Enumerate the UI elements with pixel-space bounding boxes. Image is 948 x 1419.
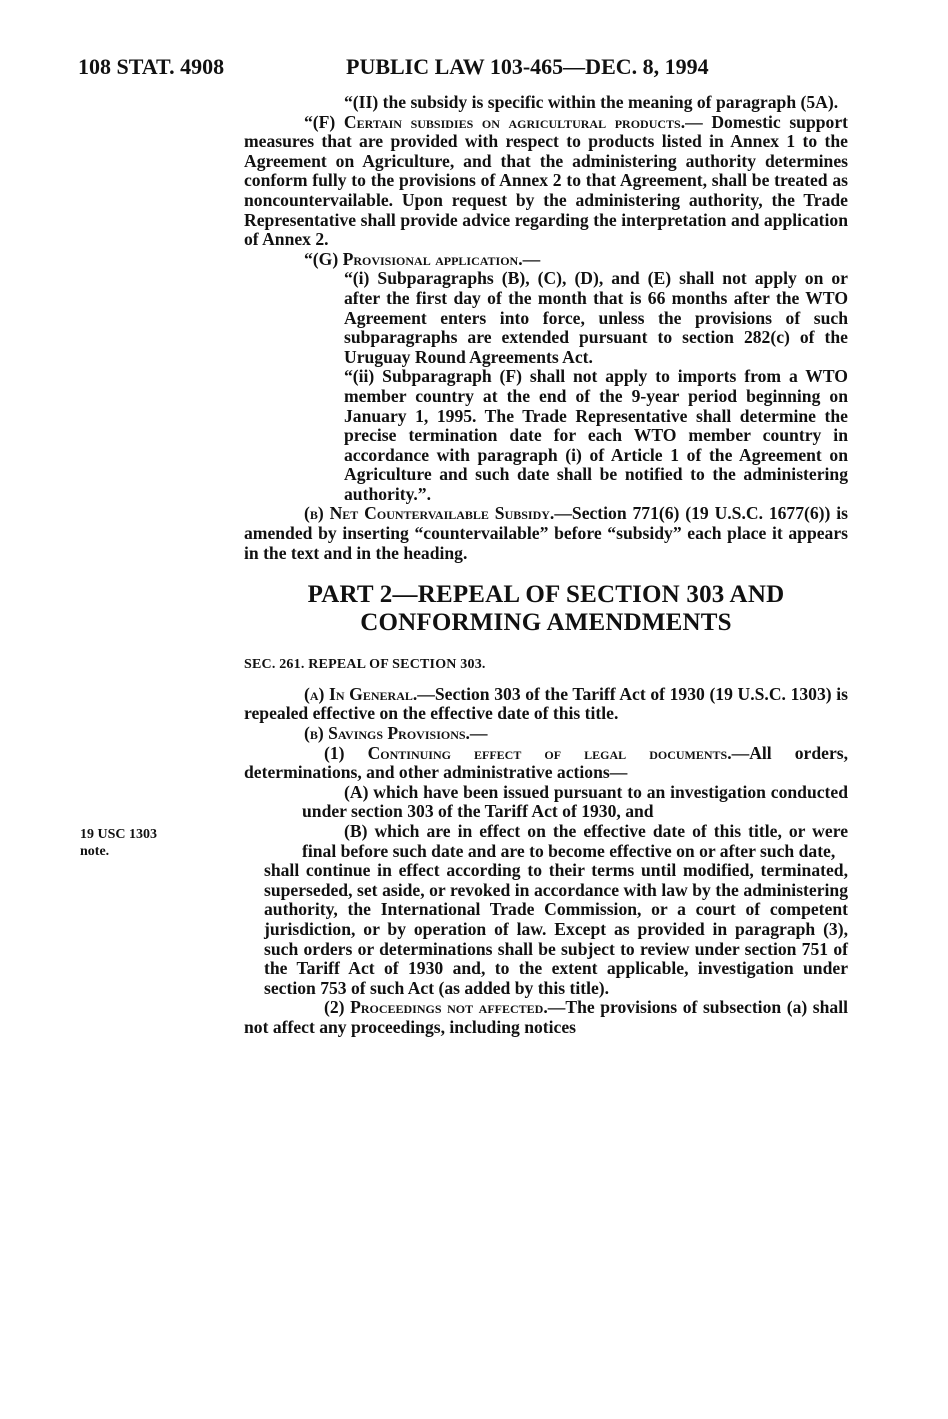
- paragraph-1-heading: (1) Continuing effect of legal documents.: [324, 742, 732, 763]
- paragraph-1-b: (B) which are in effect on the effective date of this title, or were final before such date and are to become effective on or after such date,: [302, 821, 848, 861]
- document-body: [244, 93, 848, 1038]
- part-title: PART 2—REPEAL OF SECTION 303 AND CONFORMING AMENDMENTS: [307, 581, 785, 637]
- page-header-stat: 108 STAT. 4908: [78, 54, 225, 79]
- section-heading: SEC. 261. REPEAL OF SECTION 303.: [244, 657, 486, 673]
- paragraph-1-continuing-effect: (1) Continuing effect of legal documents.—All orders, determinations, and other administrative actions—: [244, 742, 848, 783]
- paragraph-1-a: (A) which have been issued pursuant to an investigation conducted under section 303 of the Tariff Act of 1930, and: [302, 781, 848, 822]
- paragraph-g-i: “(i) Subparagraphs (B), (C), (D), and (E) shall not apply on or after the first day of the month that is 66 months after the WTO Agreement enters into force, unless the provisions of such subparagraphs are extended pursuant to section 282(c) of the Uruguay Round Agreements Act.: [344, 268, 848, 367]
- paragraph-ii-specific: “(II) the subsidy is specific within the meaning of paragraph (5A).: [344, 92, 839, 112]
- paragraph-2-heading: (2) Proceedings not affected.: [324, 997, 548, 1018]
- page-header-law: PUBLIC LAW 103-465—DEC. 8, 1994: [346, 54, 709, 79]
- paragraph-f-heading: “(F) Certain subsidies on agricultural products.—: [304, 111, 703, 132]
- margin-note: [80, 826, 157, 860]
- paragraph-b-net-countervailable: (b) Net Countervailable Subsidy.—Section 771(6) (19 U.S.C. 1677(6)) is amended by inserting “countervailable” before “subsidy” each place it appears in the text and in the heading.: [244, 503, 848, 563]
- paragraph-a-in-general: (a) In General.—Section 303 of the Tariff Act of 1930 (19 U.S.C. 1303) is repealed effective on the effective date of this title.: [244, 683, 848, 724]
- paragraph-a-heading: (a) In General.: [304, 683, 418, 704]
- paragraph-f-agricultural: “(F) Certain subsidies on agricultural products.— Domestic support measures that are provided with respect to products listed in Annex 1 to the Agreement on Agriculture, and that the administering authority determines conform fully to the provisions of Annex 2 to that Agreement, shall be treated as noncountervailable. Upon request by the administering authority, the Trade Representative shall provide advice regarding the interpretation and application of Annex 2.: [244, 111, 848, 250]
- paragraph-g-ii: “(ii) Subparagraph (F) shall not apply to imports from a WTO member country at the end of the 9-year period beginning on January 1, 1995. The Trade Representative shall determine the precise termination date for each WTO member country in accordance with paragraph (i) of Article 1 of the Agreement on Agriculture and such date shall be notified to the administering authority.”.: [344, 366, 848, 504]
- margin-note-label: note.: [80, 844, 110, 859]
- margin-note-citation: 19 USC 1303: [80, 827, 158, 842]
- paragraph-b-heading: (b) Net Countervailable Subsidy.: [304, 503, 555, 524]
- paragraph-b-savings: (b) Savings Provisions.—: [304, 723, 488, 744]
- paragraph-g-heading: “(G) Provisional application.—: [304, 248, 541, 269]
- paragraph-1-continuation: shall continue in effect according to their terms until modified, terminated, superseded, set aside, or revoked in accordance with law by the administering authority, the International Trade Commission, or a court of competent jurisdiction, or by operation of law. Except as provided in paragraph (3), such orders or determinations shall be subject to review under section 751 of the Tariff Act of 1930 and, to the extent applicable, investigation under section 753 of such Act (as added by this title).: [264, 860, 848, 998]
- paragraph-2-proceedings: (2) Proceedings not affected.—The provisions of subsection (a) shall not affect any proceedings, including notices: [244, 997, 849, 1037]
